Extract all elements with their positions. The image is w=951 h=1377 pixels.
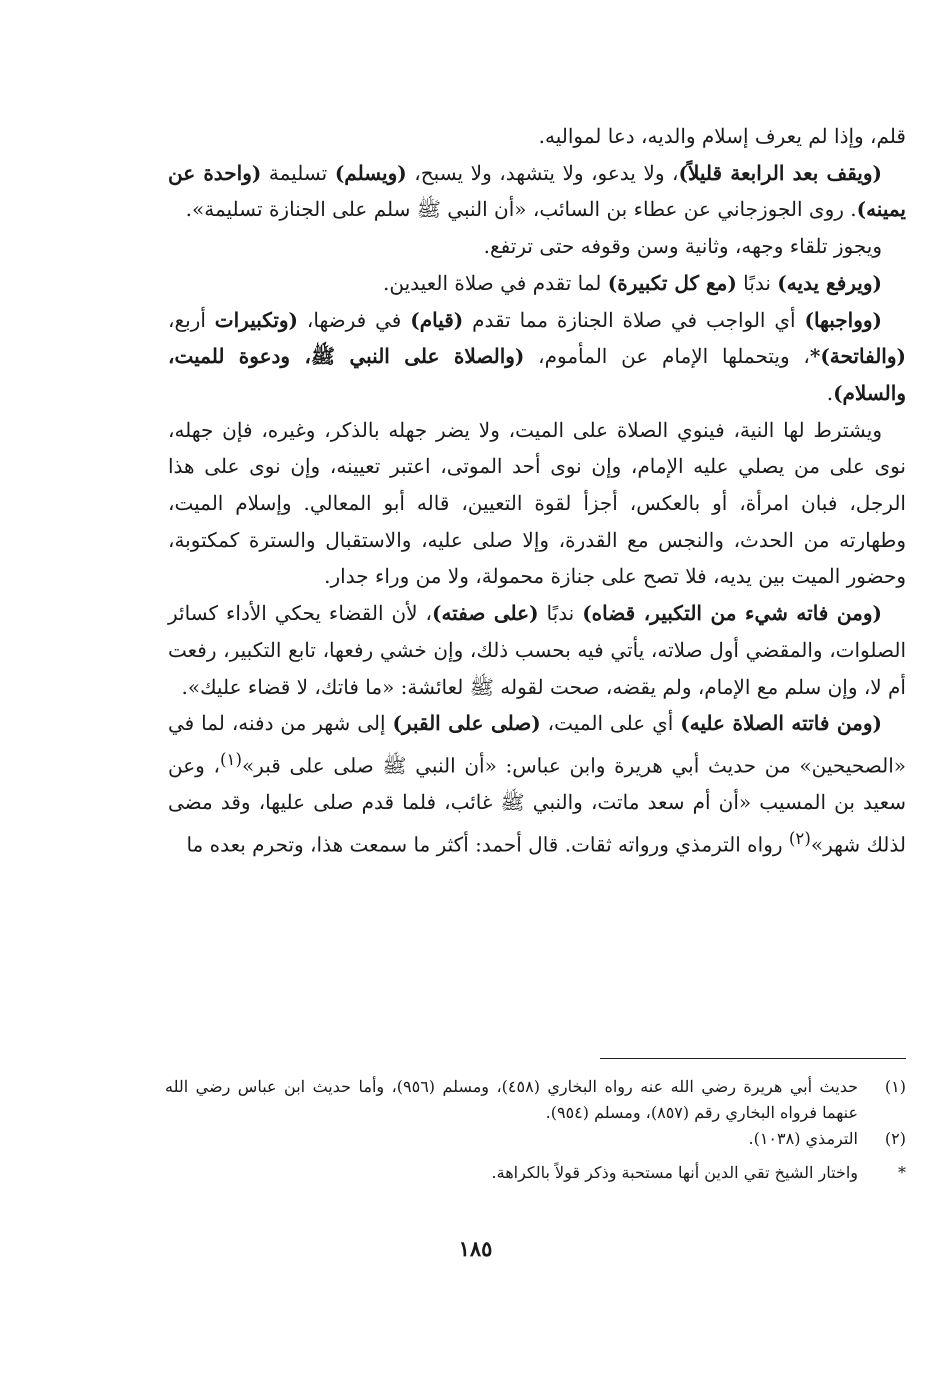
text-run: في فرضها، — [298, 307, 411, 332]
text-run: تسليمة — [261, 160, 335, 185]
text-run: ، ولا يدعو، ولا يتشهد، ولا يسبح، — [406, 160, 679, 185]
text-run: ويجوز تلقاء وجهه، وثانية وسن وقوفه حتى ترتفع. — [483, 234, 882, 259]
paragraph-5 — [168, 302, 906, 412]
footnotes — [165, 1074, 906, 1186]
paragraph-2 — [168, 155, 906, 228]
bold-term: (ومن فاته شيء من التكبير، قضاه) — [582, 601, 882, 626]
bold-term: (مع كل تكبيرة) — [607, 270, 737, 295]
text-run: ، لأن القضاء يحكي الأداء كسائر الصلوات، والمقضي أول صلاته، يأتي فيه بحسب ذلك، وإن خشي رفعها، تابع التكبير، رفعت أم لا، وإن سلم مع الإمام، ولم يقضه، صحت لقوله ﷺ لعائشة: «ما فاتك، لا قضاء عليك». — [168, 601, 906, 699]
text-run: ندبًا — [736, 270, 778, 295]
bold-term: (صلى على القبر) — [392, 711, 541, 736]
bold-term: (والفاتحة)* — [809, 344, 906, 369]
text-run: أي الواجب في صلاة الجنازة مما تقدم — [463, 307, 805, 332]
text-run: . روى الجوزجاني عن عطاء بن السائب، «أن النبي ﷺ سلم على الجنازة تسليمة». — [185, 197, 857, 222]
bold-term: (والصلاة على النبي ﷺ، ودعوة للميت، والسلام) — [168, 344, 906, 405]
text-run: ، وعن سعيد بن المسيب «أن أم سعد ماتت، والنبي ﷺ غائب، فلما قدم صلى عليها، وقد مضى لذلك شهر» — [168, 753, 906, 857]
bold-term: (ويسلم) — [334, 160, 407, 185]
bold-term: (وتكبيرات — [214, 307, 299, 332]
bold-term: (ومن فاتته الصلاة عليه) — [680, 711, 882, 736]
footnote-mark: (١) — [884, 1077, 906, 1096]
footnote-2 — [165, 1126, 906, 1152]
bold-term: (على صفته) — [432, 601, 539, 626]
text-run: ، ويتحملها الإمام عن المأموم، — [524, 344, 810, 369]
text-run: ويشترط لها النية، فينوي الصلاة على الميت، ولا يضر جهله بالذكر، وغيره، فإن جهله، نوى على من يصلي عليه الإمام، وإن نوى أحد الموتى، اعتبر تعيينه، وإن نوى على هذا الرجل، فبان امرأة، أو بالعكس، أجزأ لقوة التعيين، قاله أبو المعالي. وإسلام الميت، وطهارته من الحدث، والنجس مع القدرة، وإلا صلى عليه، والاستقبال والسترة كمكتوبة، وحضور الميت بين يديه، فلا تصح على جنازة محمولة، ولا من وراء جدار. — [168, 417, 906, 589]
footnote-text: الترمذي (١٠٣٨). — [748, 1129, 858, 1148]
footnote-1 — [165, 1074, 906, 1126]
paragraph-7 — [168, 595, 906, 705]
text-run: أربع، — [168, 307, 215, 332]
bold-term: (قيام) — [410, 307, 464, 332]
bold-term: (واحدة عن يمينه) — [168, 160, 906, 222]
bold-term: (وواجبها) — [804, 307, 882, 332]
text-run: أي على الميت، — [540, 711, 681, 736]
paragraph-4 — [168, 265, 906, 302]
footnote-reference-1[interactable]: (١) — [219, 749, 242, 769]
text-run: . — [826, 380, 834, 405]
paragraph-8 — [168, 705, 906, 863]
paragraph-6 — [168, 412, 906, 596]
text-run: رواه الترمذي ورواته ثقات. قال أحمد: أكثر ما سمعت هذا، وتحرم بعده ما — [186, 832, 789, 857]
footnote-text: واختار الشيخ تقي الدين أنها مستحبة وذكر قولاً بالكراهة. — [491, 1163, 858, 1182]
text-run: إلى شهر من دفنه، لما في «الصحيحين» من حديث أبي هريرة وابن عباس: «أن النبي ﷺ صلى على قبر» — [168, 711, 906, 778]
page-number: ١٨٥ — [458, 1236, 493, 1261]
footnote-mark: (٢) — [884, 1129, 906, 1148]
bold-term: (ويقف بعد الرابعة قليلاً) — [678, 160, 882, 185]
text-run: قلم، وإذا لم يعرف إسلام والديه، دعا لمواليه. — [538, 124, 906, 148]
footnote-star — [165, 1160, 906, 1186]
footnote-separator — [600, 1058, 906, 1059]
footnote-mark: * — [898, 1163, 906, 1182]
paragraph-1 — [168, 118, 906, 155]
paragraph-3 — [168, 228, 906, 265]
text-run: لما تقدم في صلاة العيدين. — [383, 270, 608, 295]
main-text — [168, 118, 906, 863]
footnote-reference-2[interactable]: (٢) — [788, 829, 811, 849]
text-run: ندبًا — [538, 601, 583, 626]
footnote-text: حديث أبي هريرة رضي الله عنه رواه البخاري (٤٥٨)، ومسلم (٩٥٦)، وأما حديث ابن عباس رضي الله عنهما فرواه البخاري رقم (٨٥٧)، ومسلم (٩٥٤). — [165, 1077, 858, 1122]
bold-term: (ويرفع يديه) — [777, 270, 882, 295]
